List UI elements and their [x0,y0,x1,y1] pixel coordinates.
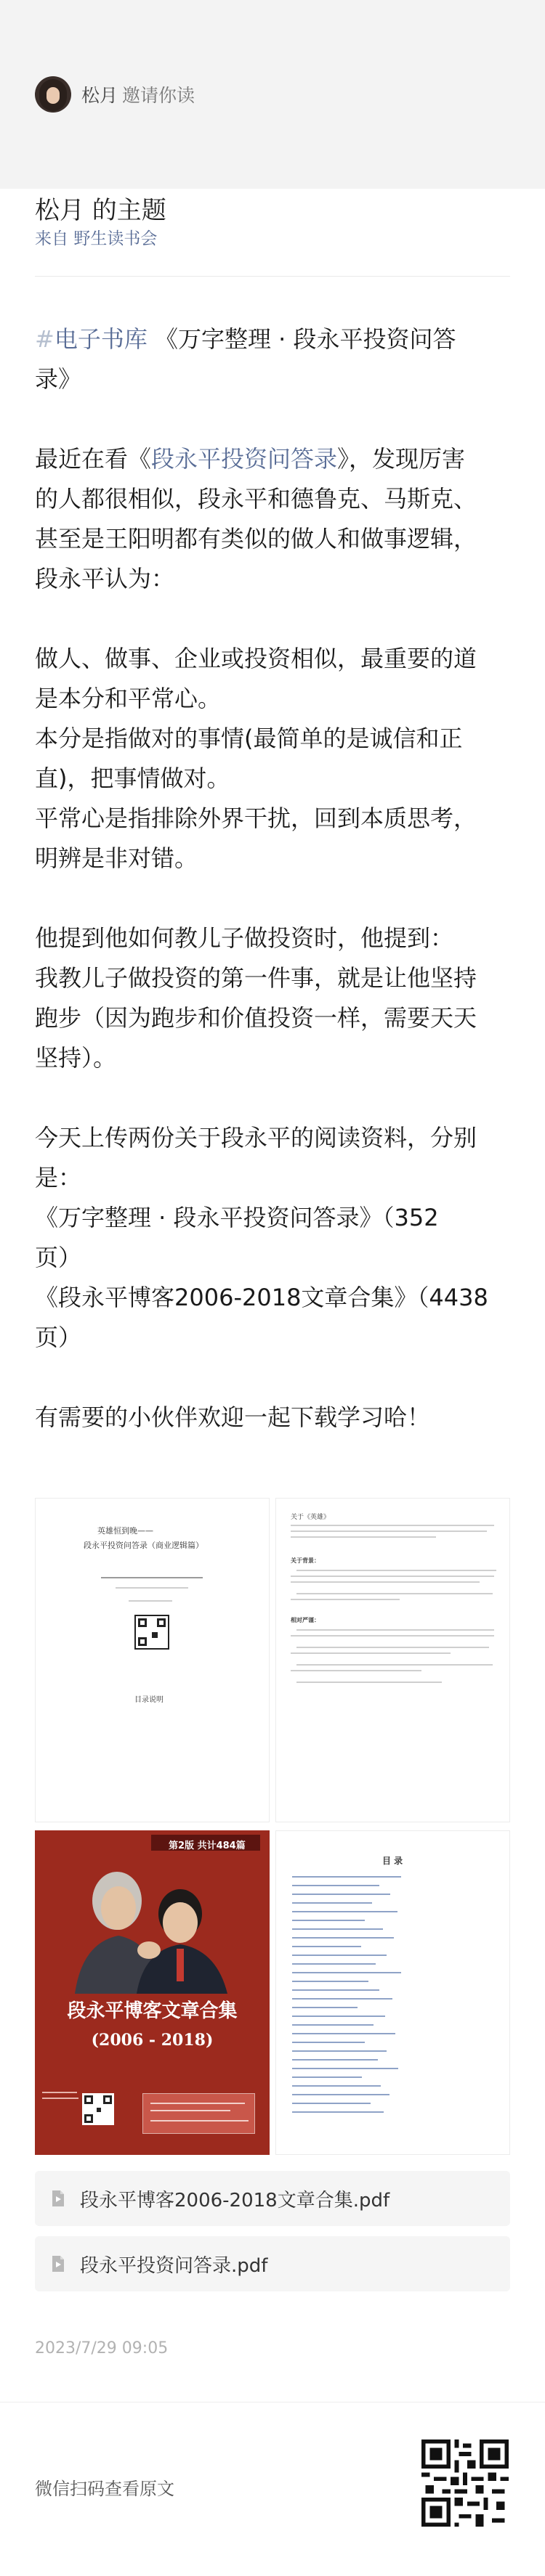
paragraph-3-line-3: 跑步（因为跑步和价值投资一样，需要天天 [35,1004,477,1032]
attachment-pdf-qa-record[interactable] [35,2236,510,2291]
qr-code-icon[interactable] [421,2440,509,2527]
qr-code-icon [134,1615,169,1650]
paragraph-4-line-2: 是： [35,1164,82,1191]
post-timestamp: 2023/7/29 09:05 [35,2339,169,2357]
paragraph-1-line-3: 甚至是王阳明都有类似的做人和做事逻辑， [35,525,477,553]
doc-title-line-1: 英雄恒到晚—— [97,1526,153,1536]
text-line [291,1530,487,1532]
pdf-file-icon [51,2190,65,2207]
cover-promo-box [142,2093,255,2134]
invite-line [81,81,195,107]
blank-line [35,599,510,639]
paragraph-1-line-1 [35,439,510,479]
text-line [296,1664,493,1666]
topic-title: 松月 的主题 [35,196,166,225]
blank-line [35,1078,510,1118]
text-line [296,1629,494,1631]
paragraph-2-line-5: 平常心是指排除外界干扰，回到本质思考， [35,804,477,832]
doc-intro-heading: 关于《英雄》 [291,1514,331,1521]
paragraph-2-line-4: 直)，把事情做对。 [35,765,230,792]
document-preview-toc-page[interactable] [275,1830,510,2155]
text-line [101,1577,203,1578]
cover-badge: 第2版 共计484篇 [169,1841,246,1851]
text-line [129,1600,172,1602]
topic-source [35,225,157,249]
paragraph-4-line-3: 《万字整理 · 段永平投资问答录》（352 [35,1204,439,1231]
paragraph-4-line-5: 《段永平博客2006-2018文章合集》（4438 [35,1284,488,1311]
hashtag-icon[interactable]: # [35,325,54,353]
paragraph-1-line-4: 段永平认为： [35,565,175,592]
blank-line [35,399,510,439]
tag-link[interactable]: 电子书库 [54,325,148,353]
doc-section-1: 关于背景： [291,1557,320,1564]
doc-title-line-2: 段永平投资问答录（商业逻辑篇） [84,1541,203,1550]
topic-from-prefix: 来自 [35,229,68,248]
attachment-pdf-blog-collection[interactable] [35,2171,510,2226]
doc-section-2: 相对严谨： [291,1616,320,1623]
post-content [35,319,510,1438]
text-line [291,1635,494,1637]
tag-line-2: 录》 [35,365,82,393]
paragraph-3-line-2: 我教儿子做投资的第一件事，就是让他坚持 [35,964,477,992]
text-line [291,1581,480,1583]
invite-text: 邀请你读 [122,85,195,106]
document-preview-title-page[interactable] [35,1498,270,1822]
divider [35,276,510,277]
paragraph-1-line-2: 的人都很相似，段永平和德鲁克、马斯克、 [35,485,477,513]
group-link[interactable]: 野生读书会 [73,229,158,248]
paragraph-2-line-1: 做人、做事、企业或投资相似，最重要的道 [35,645,477,672]
text-line [291,1525,494,1526]
text-line [296,1682,442,1683]
paragraph-2-line-2: 是本分和平常心。 [35,685,222,712]
attachment-name: 段永平博客2006-2018文章合集.pdf [80,2190,390,2212]
cover-subtitle: (2006 - 2018) [91,2031,214,2050]
tag-title-part1: 《万字整理 · 段永平投资问答 [147,325,456,353]
document-preview-intro-page[interactable] [275,1498,510,1822]
paragraph-3-line-1: 他提到他如何教儿子做投资时，他提到： [35,924,454,952]
blank-line [35,1358,510,1398]
cover-text-line [42,2098,78,2099]
text-line [291,1599,400,1600]
book-link[interactable]: 段永平投资问答录 [151,445,338,473]
pdf-file-icon [51,2255,65,2273]
cover-qr-icon [82,2093,114,2125]
scan-to-view-text: 微信扫码查看原文 [35,2479,174,2499]
text-line [291,1670,421,1671]
cover-photo [60,1863,242,1994]
paragraph-5: 有需要的小伙伴欢迎一起下载学习哈！ [35,1403,431,1431]
text-line [296,1570,496,1571]
attachment-name: 段永平投资问答录.pdf [80,2255,268,2277]
p1-text-b: 》，发现厉害 [337,445,466,473]
paragraph-4-line-6: 页） [35,1324,82,1351]
text-line [116,1587,188,1589]
text-line [291,1536,436,1538]
avatar-face [47,87,60,104]
text-line [296,1593,493,1594]
p1-text-a: 最近在看《 [35,445,152,473]
inviter-avatar[interactable] [35,76,71,113]
paragraph-4-line-4: 页） [35,1244,82,1271]
image-grid [35,1498,510,2155]
toc-title: 目 录 [382,1856,403,1866]
inviter-name[interactable]: 松月 [81,85,118,106]
cover-text-line [42,2092,77,2093]
invite-header [0,0,545,189]
tag-line-1 [35,319,510,359]
text-line [291,1576,494,1577]
doc-subtitle: 目录说明 [134,1696,164,1704]
cover-title: 段永平博客文章合集 [67,2000,238,2022]
paragraph-2-line-3: 本分是指做对的事情(最简单的是诚信和正 [35,725,463,752]
book-cover-image[interactable] [35,1830,270,2155]
text-line [296,1647,489,1648]
blank-line [35,879,510,918]
paragraph-3-line-4: 坚持）。 [35,1044,117,1072]
paragraph-4-line-1: 今天上传两份关于段永平的阅读资料，分别 [35,1124,477,1152]
paragraph-2-line-6: 明辨是非对错。 [35,844,198,872]
text-line [291,1652,451,1654]
